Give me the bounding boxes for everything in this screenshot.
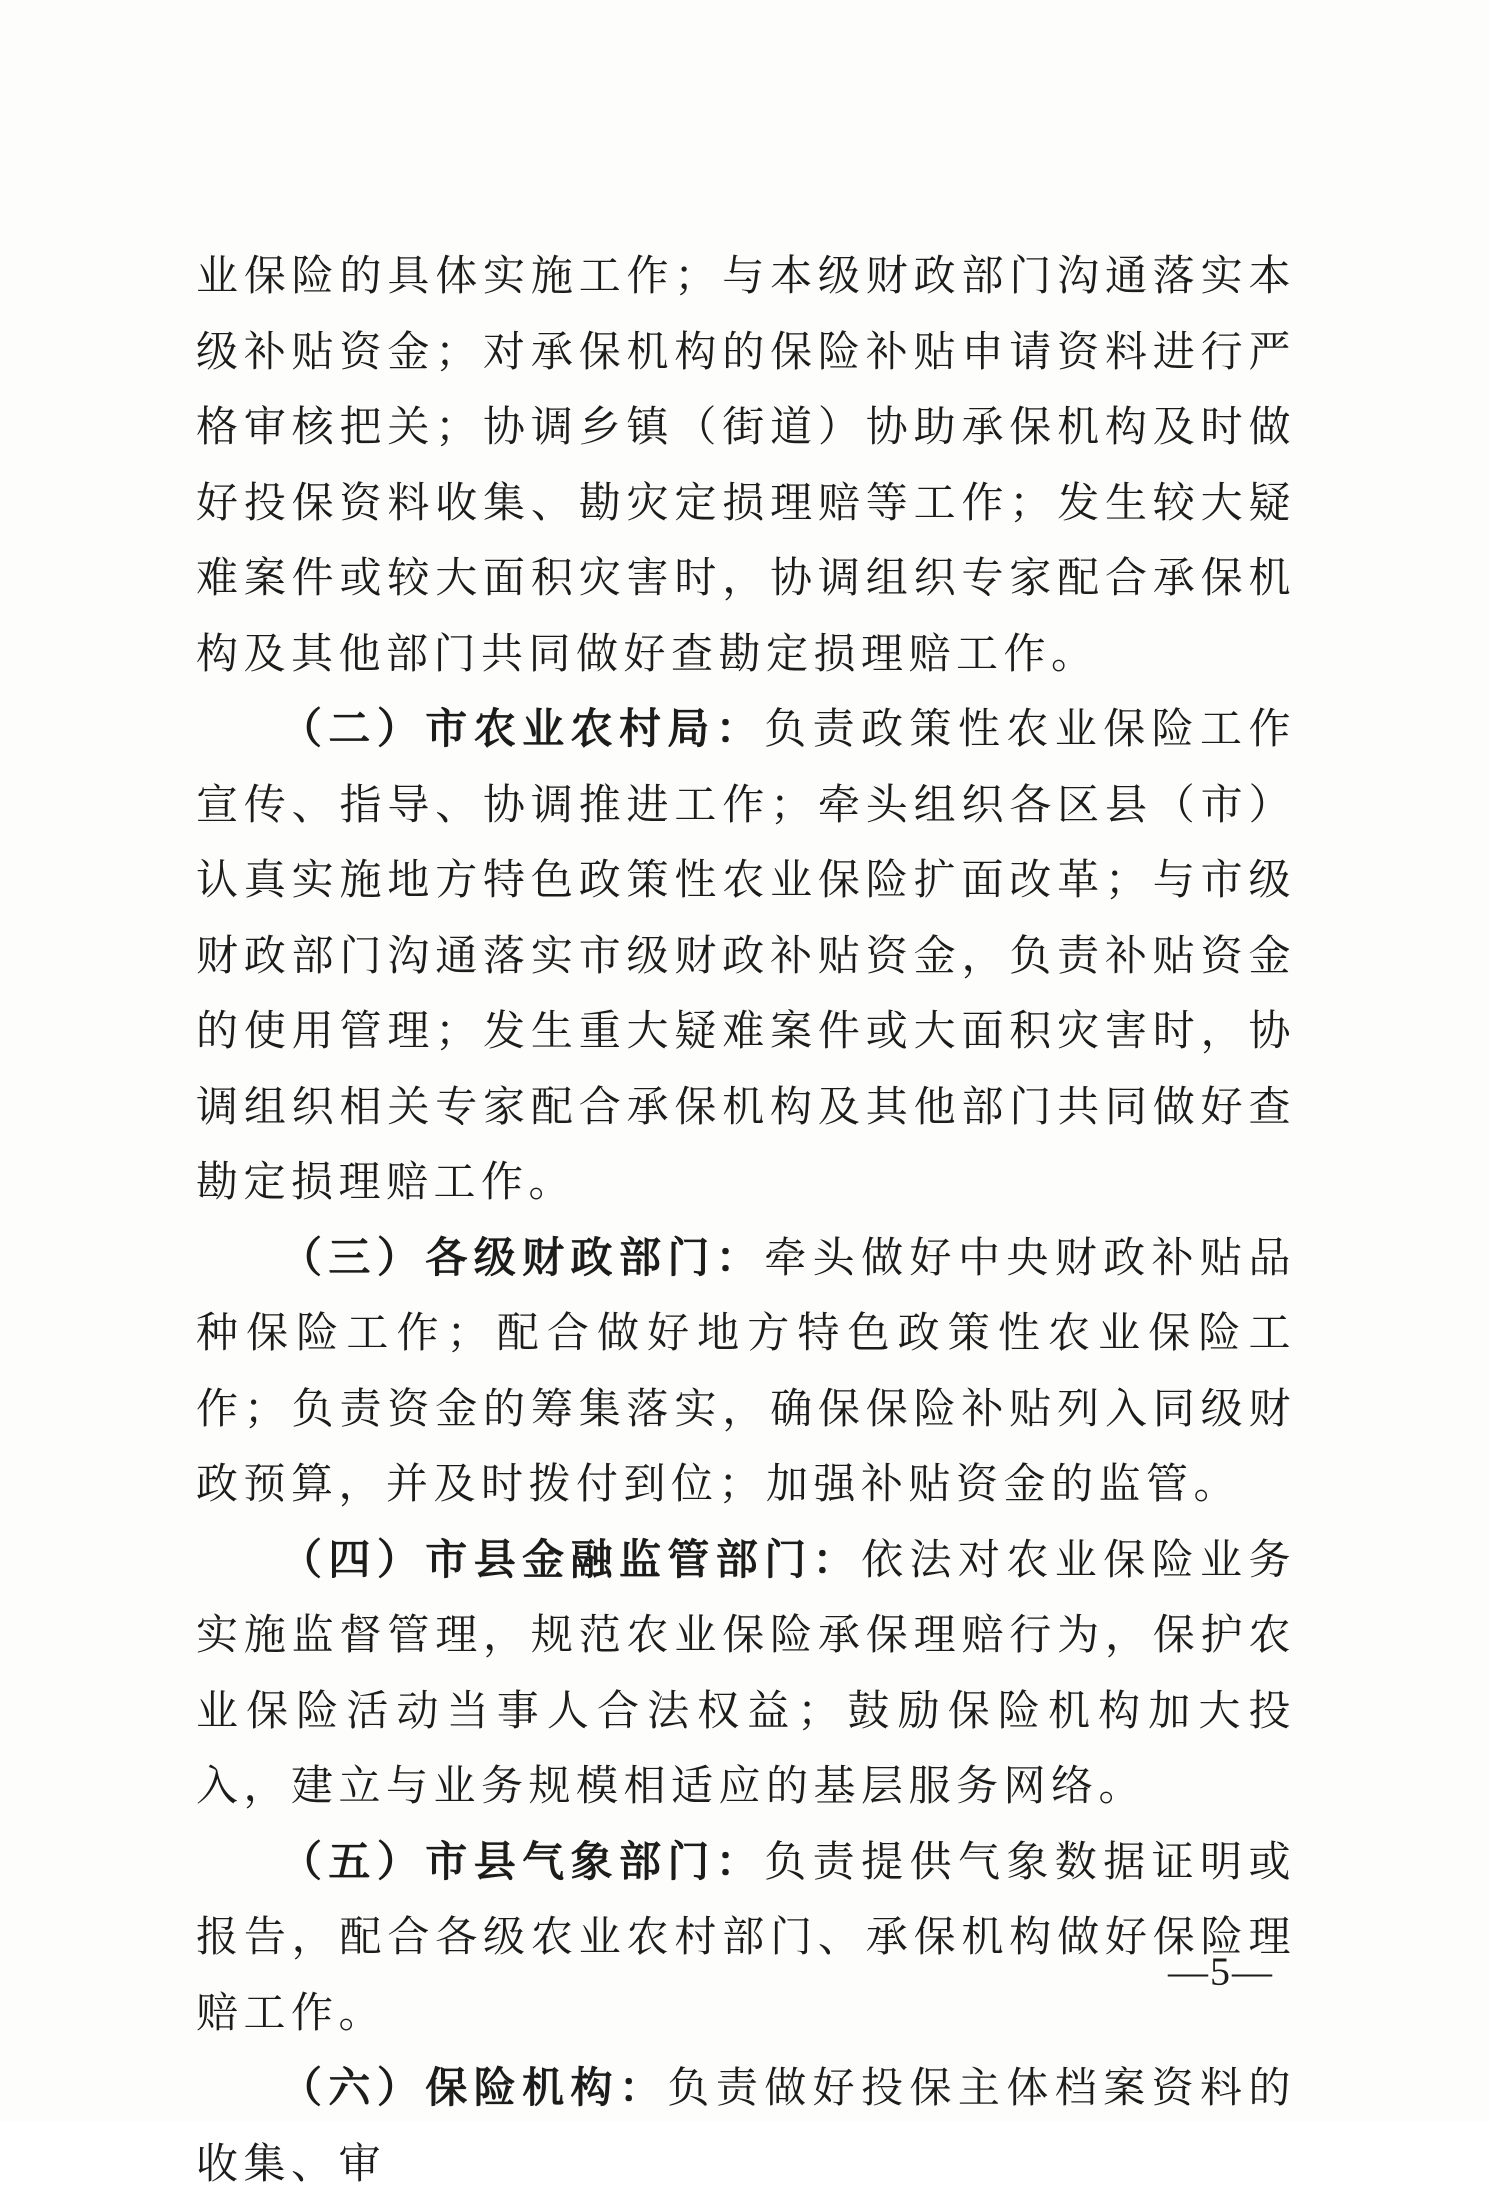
page-number: —5—: [1168, 1949, 1274, 1994]
paragraph-financial-regulators: [196, 1522, 1296, 1824]
paragraph-text: 负责提供气象数据证明或报告，配合各级农业农村部门、承保机构做好保险理赔工作。: [196, 1836, 1296, 2037]
paragraph-heading: （六）保险机构：: [280, 2063, 668, 2112]
paragraph-insurance-institutions: [196, 2050, 1296, 2201]
paragraph-finance-departments: [196, 1220, 1296, 1522]
paragraph-text: 负责做好投保主体档案资料的收集、审: [196, 2063, 1296, 2188]
paragraph-text: 负责政策性农业保险工作宣传、指导、协调推进工作；牵头组织各区县（市）认真实施地方特色政策性农业保险扩面改革；与市级财政部门沟通落实市级财政补贴资金，负责补贴资金的使用管理；发生重大疑难案件或大面积灾害时，协调组织相关专家配合承保机构及其他部门共同做好查勘定损理赔工作。: [196, 704, 1296, 1206]
paragraph-meteorological-departments: [196, 1824, 1296, 2051]
paragraph-heading: （五）市县气象部门：: [280, 1836, 765, 1886]
paragraph-heading: （二）市农业农村局：: [280, 704, 765, 753]
paragraph-text: 牵头做好中央财政补贴品种保险工作；配合做好地方特色政策性农业保险工作；负责资金的筹集落实，确保保险补贴列入同级财政预算，并及时拨付到位；加强补贴资金的监管。: [196, 1232, 1296, 1508]
paragraph-municipal-agriculture-bureau: [196, 691, 1296, 1220]
paragraph-text: 业保险的具体实施工作；与本级财政部门沟通落实本级补贴资金；对承保机构的保险补贴申请资料进行严格审核把关；协调乡镇（街道）协助承保机构及时做好投保资料收集、勘灾定损理赔等工作；发生较大疑难案件或较大面积灾害时，协调组织专家配合承保机构及其他部门共同做好查勘定损理赔工作。: [196, 251, 1296, 678]
paragraph-text: 依法对农业保险业务实施监督管理，规范农业保险承保理赔行为，保护农业保险活动当事人合法权益；鼓励保险机构加大投入，建立与业务规模相适应的基层服务网络。: [196, 1534, 1296, 1810]
paragraph-continuation: [196, 238, 1296, 691]
document-body: [196, 238, 1296, 2201]
paragraph-heading: （三）各级财政部门：: [280, 1232, 765, 1282]
paragraph-heading: （四）市县金融监管部门：: [280, 1534, 862, 1584]
